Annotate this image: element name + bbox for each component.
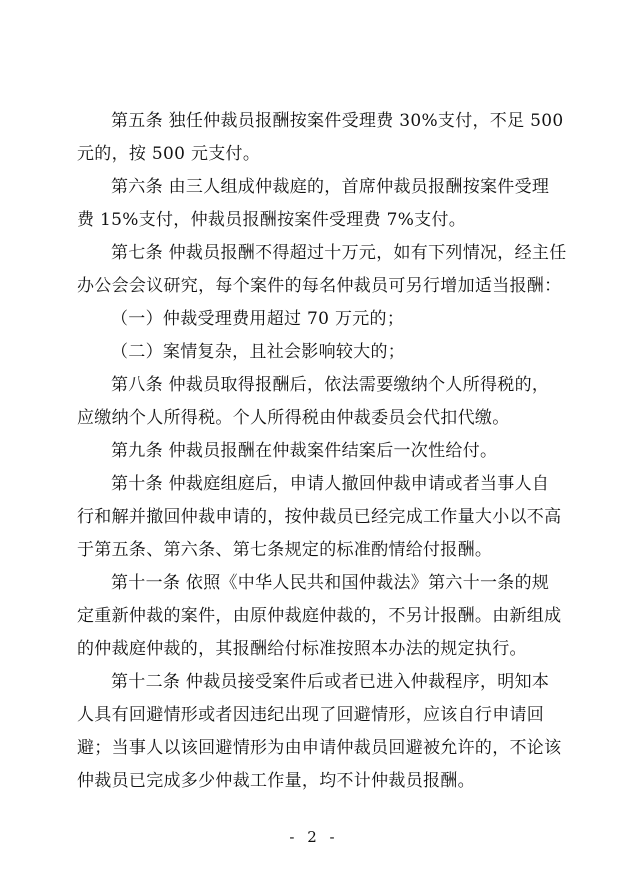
article-10-paragraph <box>77 468 562 567</box>
paragraph-line: （二）案情复杂，且社会影响较大的； <box>111 342 406 362</box>
document-body <box>77 105 567 798</box>
article-7-item-1 <box>77 303 555 336</box>
article-11-paragraph <box>77 567 562 666</box>
paragraph-line: 第六条 由三人组成仲裁庭的，首席仲裁员报酬按案件受理 <box>111 177 550 197</box>
article-7-paragraph <box>77 237 567 303</box>
article-12-paragraph <box>77 666 562 798</box>
paragraph-line: 行和解并撤回仲裁申请的，按仲裁员已经完成工作量大小以不高 <box>77 507 562 527</box>
article-8-paragraph <box>77 369 555 435</box>
paragraph-line: 第十一条 依照《中华人民共和国仲裁法》第六十一条的规 <box>111 573 550 593</box>
article-6-paragraph <box>77 171 555 237</box>
paragraph-line: 人具有回避情形或者因违纪出现了回避情形，应该自行申请回 <box>77 705 545 725</box>
paragraph-line: 第十二条 仲裁员接受案件后或者已进入仲裁程序，明知本 <box>111 672 550 692</box>
paragraph-line: 第十条 仲裁庭组庭后，申请人撤回仲裁申请或者当事人自 <box>111 474 550 494</box>
article-9-paragraph <box>77 435 555 468</box>
article-5-paragraph <box>77 105 564 171</box>
article-7-item-2 <box>77 336 555 369</box>
paragraph-line: 元的，按 500 元支付。 <box>77 144 261 164</box>
paragraph-line: 办公会会议研究，每个案件的每名仲裁员可另行增加适当报酬： <box>77 276 562 296</box>
paragraph-line: 第九条 仲裁员报酬在仲裁案件结案后一次性给付。 <box>111 441 498 461</box>
paragraph-line: 费 15%支付，仲裁员报酬按案件受理费 7%支付。 <box>77 210 467 230</box>
paragraph-line: 第七条 仲裁员报酬不得超过十万元，如有下列情况，经主任 <box>111 243 567 263</box>
paragraph-line: 仲裁员已完成多少仲裁工作量，均不计仲裁员报酬。 <box>77 771 475 791</box>
paragraph-line: 第八条 仲裁员取得报酬后，依法需要缴纳个人所得税的， <box>111 375 550 395</box>
paragraph-line: 于第五条、第六条、第七条规定的标准酌情给付报酬。 <box>77 540 493 560</box>
paragraph-line: （一）仲裁受理费用超过 70 万元的； <box>111 309 405 329</box>
paragraph-line: 避；当事人以该回避情形为由申请仲裁员回避被允许的，不论该 <box>77 738 562 758</box>
paragraph-line: 第五条 独任仲裁员报酬按案件受理费 30%支付，不足 500 <box>111 111 564 131</box>
paragraph-line: 的仲裁庭仲裁的，其报酬给付标准按照本办法的规定执行。 <box>77 639 527 659</box>
page-number: - 2 - <box>289 828 339 846</box>
paragraph-line: 应缴纳个人所得税。个人所得税由仲裁委员会代扣代缴。 <box>77 408 510 428</box>
paragraph-line: 定重新仲裁的案件，由原仲裁庭仲裁的，不另计报酬。由新组成 <box>77 606 562 626</box>
